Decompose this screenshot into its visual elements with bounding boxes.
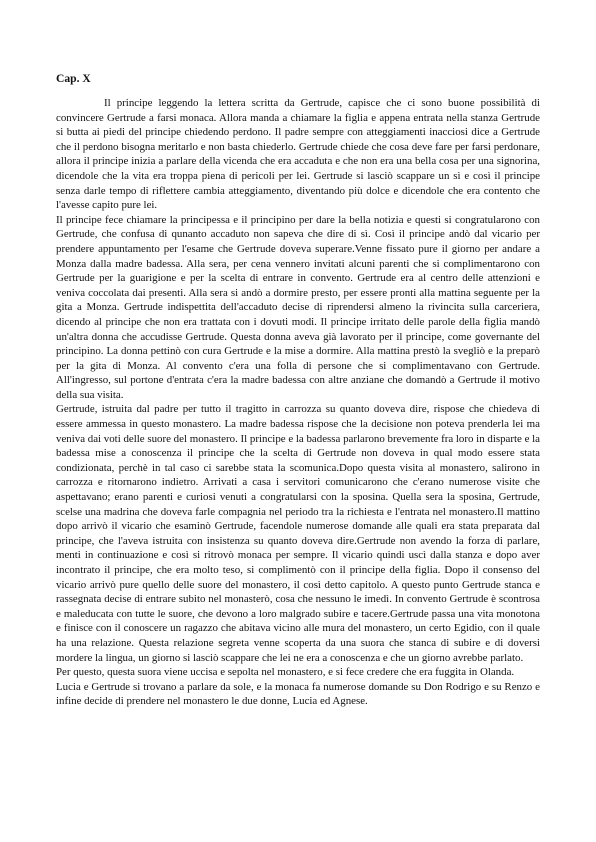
paragraph-5: Lucia e Gertrude si trovano a parlare da sole, e la monaca fa numerose domande su Don Rodrigo e su Renzo e infine decide di prendere nel monastero le due donne, Lucia ed Agnese. bbox=[56, 680, 540, 708]
chapter-heading: Cap. X bbox=[56, 72, 91, 85]
paragraph-3: Gertrude, istruita dal padre per tutto il tragitto in carrozza su quanto doveva dire, rispose che chiedeva di essere ammessa in questo monastero. La madre badessa rispose che la decisione non poteva prenderla lei ma veniva dai voti delle suore del monastero. Il principe e la badessa parlarono brevemente fra loro in disparte e la badessa mise a conoscenza il principe che la scelta di Gertrude non doveva in qual modo essere stata condizionata, perchè in tal caso ci sarebbe stata la scomunica.Dopo questa visita al monastero, salirono in carrozza e ritornarono indietro. Arrivati a casa i servitori comunicarono che c'erano numerose visite che aspettavano; erano parenti e curiosi venuti a congratularsi con la sposina. Quella sera la sposina, Gertrude, scelse una madrina che doveva farle compagnia nel periodo tra la richiesta e l'entrata nel monastero.Il mattino dopo arrivò il vicario che esaminò Gertrude, facendole numerose domande alle quali era stata preparata dal principe, che l'aveva istruita con insistenza su quanto doveva dire.Gertrude non avendo la forza di parlare, menti in continuazione e così si ritrovò monaca per sempre. Il vicario quindi uscì dalla stanza e dopo aver incontrato il principe, che era molto teso, si complimentò con il principe della figlia. Dopo il consenso del vicario arrivò pure quello delle suore del monastero, il così detto capitolo. A questo punto Gertrude stanca e rassegnata decise di entrare subito nel monasterò, cosa che nessuno le imedì. In convento Gertrude è scontrosa e maleducata con tutte le suore, che devono a loro malgrado subire e tacere.Gertrude passa una vita monotona e finisce con il conoscere un ragazzo che abitava vicino alle mura del monastero, un certo Egidio, con il quale ha una relazione. Questa relazione segreta venne scoperta da una suora che stanca di subire e di doversi mordere la lingua, un giorno si lasciò scappare che lei ne era a conoscenza e che un giorno avrebbe parlato. bbox=[56, 403, 540, 664]
document-body bbox=[56, 96, 540, 709]
paragraph-4: Per questo, questa suora viene uccisa e sepolta nel monastero, e si fece credere che era fuggita in Olanda. bbox=[56, 666, 515, 679]
paragraph-1: Il principe leggendo la lettera scritta da Gertrude, capisce che ci sono buone possibilità di convincere Gertrude a farsi monaca. Allora manda a chiamare la figlia e appena entrata nella stanza Gertrude si butta ai piedi del principe chiedendo perdono. Il padre sempre con atteggiamenti inacciosi dice a Gertrude che il perdono bisogna meritarlo e non basta chiederlo. Gertrude chiede che cosa deve fare per farsi perdonare, allora il principe inizia a parlare della vicenda che era accaduta e che non era una bella cosa per una signorina, dicendole che la vita era troppa piena di pericoli per lei. Gertrude si lasciò scappare un sì e così il principe senza darle tempo di riflettere cambia atteggiamento, diventando più dolce e dicendole che era contento che l'avesse capito pure lei. bbox=[56, 97, 540, 212]
paragraph-2: Il principe fece chiamare la principessa e il principino per dare la bella notizia e questi si congratularono con Gertrude, che confusa di qunanto accaduto non sapeva che dire di sì. Così il principe andò dal vicario per prendere appuntamento per l'esame che Gertrude doveva superare.Venne fissato pure il giorno per andare a Monza dalla madre badessa. Alla sera, per cena vennero invitati alcuni parenti che si complimentarono con Gertrude per la guarigione e per la scelta di entrare in convento. Gertrude era al centro delle attenzioni e veniva coccolata dai presenti. Alla sera si andò a dormire presto, per essere pronti alla mattina seguente per la gita a Monza. Gertrude indispettita dell'accaduto decise di riprendersi almeno la rivincita sulla carceriera, dicendo al principe che non era trattata con i dovuti modi. Il principe irritato delle parole della figlia mandò un'altra donna che accudisse Gertrude. Questa donna aveva già lavorato per il principe, come governante del principino. La donna pettinò con cura Gertrude e la mise a dormire. Alla mattina prestò la svegliò e la preparò per la gita di Monza. Al convento c'era una folla di persone che si complimentavano con Gertrude. All'ingresso, sul portone d'entrata c'era la madre badessa con altre anziane che domandò a Gertrude il motivo della sua visita. bbox=[56, 213, 540, 401]
